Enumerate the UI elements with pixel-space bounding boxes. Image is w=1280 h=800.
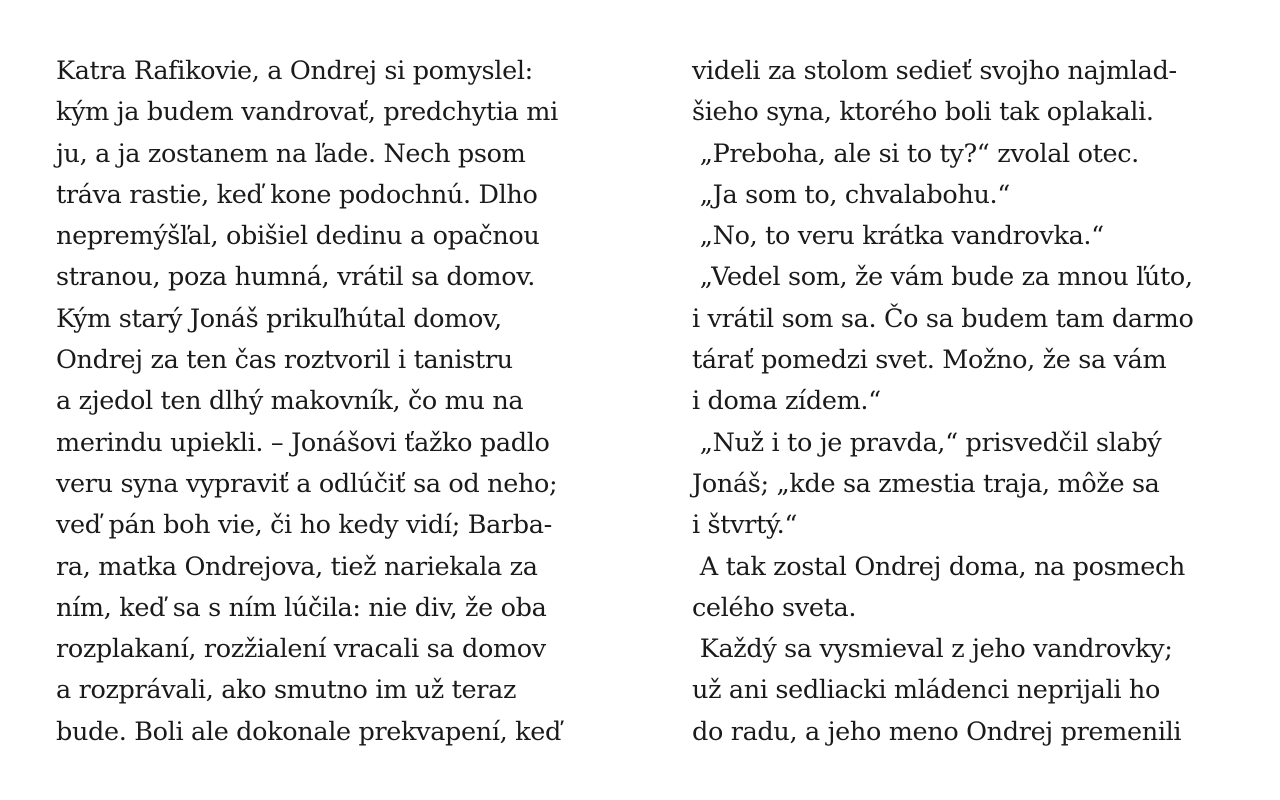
text-line: veď pán boh vie, či ho kedy vidí; Barba- xyxy=(56,510,552,541)
text-line: merindu upiekli. – Jonášovi ťažko padlo xyxy=(56,427,550,458)
text-line: ju, a ja zostanem na ľade. Nech psom xyxy=(56,138,526,169)
text-line: ním, keď sa s ním lúčila: nie div, že oba xyxy=(56,592,547,623)
text-line: Ondrej za ten čas roztvoril i tanistru xyxy=(56,345,513,376)
text-line: do radu, a jeho meno Ondrej premenili xyxy=(692,716,1182,747)
text-line: Katra Rafikovie, a Ondrej si pomyslel: xyxy=(56,56,533,86)
text-line: a rozprávali, ako smutno im už teraz xyxy=(56,675,517,706)
text-line: a zjedol ten dlhý makovník, čo mu na xyxy=(56,386,524,417)
text-line: i štvrtý.“ xyxy=(692,510,798,541)
text-line: A tak zostal Ondrej doma, na posmech xyxy=(692,551,1185,582)
text-line: Každý sa vysmieval z jeho vandrovky; xyxy=(692,634,1173,665)
text-line: „Nuž i to je pravda,“ prisvedčil slabý xyxy=(692,427,1162,458)
text-line: „No, to veru krátka vandrovka.“ xyxy=(692,221,1104,252)
text-line: i vrátil som sa. Čo sa budem tam darmo xyxy=(692,303,1194,334)
text-line: tráva rastie, keď kone podochnú. Dlho xyxy=(56,179,538,210)
text-line: veru syna vypraviť a odlúčiť sa od neho; xyxy=(56,468,558,499)
text-line: „Vedel som, že vám bude za mnou ľúto, xyxy=(692,262,1193,293)
text-line: Jonáš; „kde sa zmestia traja, môže sa xyxy=(692,468,1160,499)
text-line: šieho syna, ktorého boli tak oplakali. xyxy=(692,97,1154,128)
text-line: nepremýšľal, obišiel dedinu a opačnou xyxy=(56,221,540,252)
text-line: tárať pomedzi svet. Možno, že sa vám xyxy=(692,345,1167,376)
text-line: Kým starý Jonáš prikuľhútal domov, xyxy=(56,303,502,334)
text-line: stranou, poza humná, vrátil sa domov. xyxy=(56,262,536,293)
right-text-column xyxy=(692,51,1252,753)
text-line: „Preboha, ale si to ty?“ zvolal otec. xyxy=(692,138,1139,169)
text-line: i doma zídem.“ xyxy=(692,386,881,417)
text-line: kým ja budem vandrovať, predchytia mi xyxy=(56,97,558,128)
text-line: „Ja som to, chvalabohu.“ xyxy=(692,179,1010,210)
text-line: rozplakaní, rozžialení vracali sa domov xyxy=(56,634,546,665)
text-line: ra, matka Ondrejova, tiež nariekala za xyxy=(56,551,538,582)
left-text-column xyxy=(56,51,616,753)
text-line: videli za stolom sedieť svojho najmlad- xyxy=(692,56,1177,86)
text-line: bude. Boli ale dokonale prekvapení, keď xyxy=(56,716,561,747)
text-line: už ani sedliacki mládenci neprijali ho xyxy=(692,675,1160,706)
text-line: celého sveta. xyxy=(692,592,857,623)
